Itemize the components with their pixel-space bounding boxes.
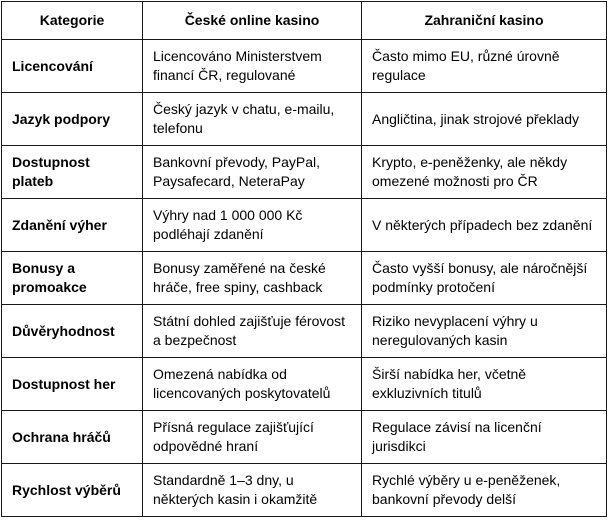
row-foreign-value: Riziko nevyplacení výhry u neregulovaných kasin: [362, 305, 607, 358]
table-row: [2, 252, 607, 305]
row-foreign-value: Rychlé výběry u e-peněženek, bankovní převody delší: [362, 464, 607, 517]
row-category: Bonusy a promoakce: [2, 252, 143, 305]
header-category: Kategorie: [2, 2, 143, 40]
header-czech-casino: České online kasino: [143, 2, 362, 40]
row-foreign-value: Často vyšší bonusy, ale náročnější podmínky protočení: [362, 252, 607, 305]
row-foreign-value: Regulace závisí na licenční jurisdikci: [362, 411, 607, 464]
table-row: [2, 464, 607, 517]
row-czech-value: Český jazyk v chatu, e-mailu, telefonu: [143, 93, 362, 146]
row-category: Zdanění výher: [2, 199, 143, 252]
row-czech-value: Výhry nad 1 000 000 Kč podléhají zdanění: [143, 199, 362, 252]
table-row: [2, 411, 607, 464]
row-czech-value: Přísná regulace zajišťující odpovědné hraní: [143, 411, 362, 464]
row-category: Dostupnost her: [2, 358, 143, 411]
header-foreign-casino: Zahraniční kasino: [362, 2, 607, 40]
comparison-table: [1, 1, 607, 517]
row-foreign-value: Často mimo EU, různé úrovně regulace: [362, 40, 607, 93]
row-czech-value: Omezená nabídka od licencovaných poskytovatelů: [143, 358, 362, 411]
row-category: Jazyk podpory: [2, 93, 143, 146]
row-foreign-value: Širší nabídka her, včetně exkluzivních titulů: [362, 358, 607, 411]
row-foreign-value: Krypto, e-peněženky, ale někdy omezené možnosti pro ČR: [362, 146, 607, 199]
table-row: [2, 199, 607, 252]
table-row: [2, 93, 607, 146]
row-czech-value: Bonusy zaměřené na české hráče, free spiny, cashback: [143, 252, 362, 305]
row-category: Licencování: [2, 40, 143, 93]
table-row: [2, 146, 607, 199]
row-czech-value: Licencováno Ministerstvem financí ČR, regulované: [143, 40, 362, 93]
table-row: [2, 40, 607, 93]
table-row: [2, 358, 607, 411]
row-foreign-value: Angličtina, jinak strojové překlady: [362, 93, 607, 146]
row-czech-value: Bankovní převody, PayPal, Paysafecard, NeteraPay: [143, 146, 362, 199]
row-foreign-value: V některých případech bez zdanění: [362, 199, 607, 252]
row-category: Ochrana hráčů: [2, 411, 143, 464]
row-category: Rychlost výběrů: [2, 464, 143, 517]
table-row: [2, 305, 607, 358]
row-category: Dostupnost plateb: [2, 146, 143, 199]
row-czech-value: Státní dohled zajišťuje férovost a bezpečnost: [143, 305, 362, 358]
table-header-row: [2, 2, 607, 40]
row-czech-value: Standardně 1–3 dny, u některých kasin i okamžitě: [143, 464, 362, 517]
row-category: Důvěryhodnost: [2, 305, 143, 358]
